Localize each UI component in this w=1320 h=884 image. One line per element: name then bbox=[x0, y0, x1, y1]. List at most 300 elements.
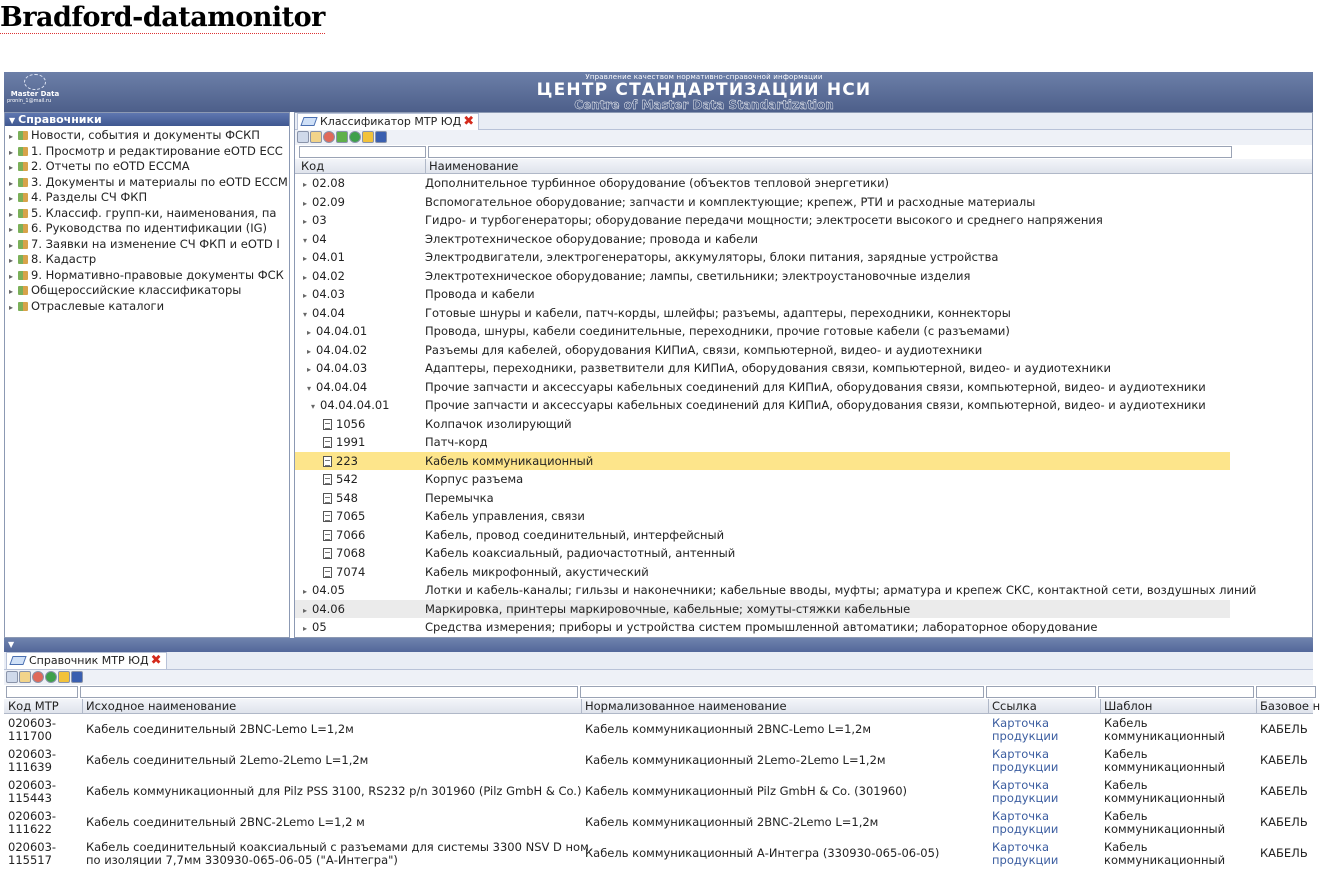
tree-row-code bbox=[307, 359, 367, 380]
collapse-arrow-icon[interactable]: ▾ bbox=[303, 309, 308, 319]
tree-row-code bbox=[303, 211, 327, 232]
tree-row[interactable] bbox=[295, 193, 1230, 212]
directories-panel bbox=[4, 112, 290, 638]
tree-row-name: Кабель управления, связи bbox=[425, 509, 585, 523]
document-icon bbox=[323, 419, 332, 430]
tree-row-name: Корпус разъема bbox=[425, 472, 524, 486]
cell-normalized-name-text: Кабель коммуникационный А-Интегра (330930-065-06-05) bbox=[585, 846, 940, 860]
book-icon bbox=[18, 209, 28, 218]
tree-row-name: Кабель микрофонный, акустический bbox=[425, 564, 649, 579]
tree-row-name: Провода и кабели bbox=[425, 287, 535, 301]
tree-row[interactable] bbox=[295, 341, 1230, 360]
directories-header[interactable] bbox=[5, 113, 289, 126]
collapse-arrow-icon[interactable]: ▾ bbox=[311, 402, 316, 411]
tree-row-code-text: 05 bbox=[312, 620, 327, 634]
column-source-name[interactable]: Исходное наименование bbox=[82, 699, 236, 714]
book-icon bbox=[18, 193, 28, 202]
sidebar-item[interactable] bbox=[5, 268, 289, 284]
tree-row-name: Колпачок изолирующий bbox=[425, 416, 572, 431]
cell-code-mtr bbox=[8, 714, 56, 745]
product-card-link[interactable] bbox=[992, 838, 1058, 869]
cell-base-name-text: КАБЕЛЬ bbox=[1260, 722, 1308, 736]
tree-row-code bbox=[323, 526, 365, 545]
tree-row-code-text: 04.04.03 bbox=[316, 361, 368, 375]
directory-tab-strip bbox=[4, 652, 1313, 670]
tree-row-name: Гидро- и турбогенераторы; оборудование передачи мощности; электросети высокого и среднего напряжения bbox=[425, 213, 1103, 227]
cell-normalized-name-text: Кабель коммуникационный 2Lemo-2Lemo L=1,2м bbox=[585, 753, 886, 767]
expand-arrow-icon[interactable]: ▸ bbox=[303, 605, 308, 615]
book-icon bbox=[18, 178, 28, 187]
cell-template-text: Кабель коммуникационный bbox=[1104, 839, 1226, 867]
directory-filter-row bbox=[4, 685, 1313, 699]
tree-row-code-text: 04.06 bbox=[312, 601, 345, 616]
base-filter-input[interactable] bbox=[1256, 686, 1316, 698]
expand-arrow-icon[interactable]: ▸ bbox=[307, 346, 312, 356]
tree-row[interactable] bbox=[295, 304, 1230, 323]
collapse-arrow-icon[interactable]: ▼ bbox=[8, 640, 15, 649]
tree-row-name: Электротехническое оборудование; провода и кабели bbox=[425, 231, 759, 246]
tree-row-code-text: 7065 bbox=[336, 509, 366, 523]
expand-arrow-icon[interactable]: ▸ bbox=[9, 163, 14, 172]
directories-tree bbox=[5, 126, 289, 314]
tree-row[interactable] bbox=[295, 211, 1230, 230]
tree-row-name: Электротехническое оборудование; лампы, светильники; электроустановочные изделия bbox=[425, 268, 971, 283]
logo-text: Master Data bbox=[10, 90, 60, 98]
book-icon bbox=[18, 224, 28, 233]
tree-row[interactable] bbox=[295, 600, 1230, 619]
tree-row-name: Патч-корд bbox=[425, 435, 488, 449]
sidebar-item[interactable] bbox=[5, 299, 289, 315]
tree-row-code bbox=[323, 563, 365, 582]
book-icon bbox=[18, 255, 28, 264]
tree-row-name: Прочие запчасти и аксессуары кабельных соединений для КИПиА, оборудования связи, компьютерной, видео- и аудиотехники bbox=[425, 398, 1206, 412]
tree-row[interactable] bbox=[295, 230, 1230, 249]
save-icon[interactable] bbox=[71, 671, 83, 683]
tab-directory-label: Справочник МТР ЮД bbox=[29, 654, 149, 667]
cell-code-mtr bbox=[8, 838, 56, 869]
product-card-link-text: Карточка продукции bbox=[992, 715, 1059, 743]
cell-base-name bbox=[1260, 745, 1308, 776]
expand-arrow-icon[interactable]: ▸ bbox=[9, 225, 14, 234]
cell-code-mtr-text: 020603- 111639 bbox=[8, 746, 57, 774]
sidebar-item-label: 4. Разделы СЧ ФКП bbox=[31, 190, 148, 204]
document-icon bbox=[323, 548, 332, 559]
sidebar-item[interactable] bbox=[5, 221, 289, 237]
document-icon bbox=[323, 493, 332, 504]
cell-normalized-name bbox=[585, 745, 886, 776]
cell-base-name-text: КАБЕЛЬ bbox=[1260, 784, 1308, 798]
classifier-column-header bbox=[295, 159, 1312, 174]
tree-row-name: Кабель коаксиальный, радиочастотный, антенный bbox=[425, 546, 736, 560]
logo-email: pronin_1@mail.ru bbox=[7, 98, 52, 104]
tree-row-name: Перемычка bbox=[425, 490, 494, 505]
cell-code-mtr-text: 020603- 111700 bbox=[8, 715, 57, 743]
tab-directory[interactable] bbox=[6, 652, 167, 669]
tree-row-code-text: 04.04.02 bbox=[316, 342, 368, 357]
tree-row-name: Вспомогательное оборудование; запчасти и комплектующие; крепеж, РТИ и расходные материалы bbox=[425, 194, 1036, 209]
tree-row-code bbox=[303, 581, 345, 602]
cell-template-text: Кабель коммуникационный bbox=[1104, 715, 1226, 743]
tree-row-name: Лотки и кабель-каналы; гильзы и наконечники; кабельные вводы, муфты; арматура и крепеж СКС, контактной сети, воздушных линий bbox=[425, 583, 1257, 597]
sidebar-item-label: Общероссийские классификаторы bbox=[31, 283, 242, 297]
logo-ring-icon bbox=[24, 74, 46, 90]
tree-row-code-text: 04.04.01 bbox=[316, 324, 368, 338]
directory-table bbox=[4, 714, 1313, 869]
panel-splitter[interactable] bbox=[4, 638, 1313, 652]
tree-row[interactable] bbox=[295, 433, 1230, 452]
delete-icon[interactable] bbox=[323, 131, 335, 143]
filter-icon[interactable] bbox=[362, 131, 374, 143]
tree-row[interactable] bbox=[295, 526, 1230, 545]
tree-row-code bbox=[303, 618, 327, 639]
cell-template bbox=[1104, 838, 1225, 869]
expand-arrow-icon[interactable]: ▸ bbox=[9, 178, 14, 188]
expand-arrow-icon[interactable]: ▸ bbox=[307, 328, 312, 337]
cell-normalized-name bbox=[585, 776, 907, 807]
tree-row[interactable] bbox=[295, 359, 1230, 378]
page-title: Bradford-datamonitor bbox=[0, 2, 325, 33]
product-card-link-text: Карточка продукции bbox=[992, 777, 1059, 805]
tree-row[interactable] bbox=[295, 322, 1230, 341]
cell-base-name bbox=[1260, 838, 1308, 869]
table-row[interactable] bbox=[4, 807, 1313, 838]
tree-row[interactable] bbox=[295, 415, 1230, 434]
collapse-arrow-icon[interactable]: ▾ bbox=[307, 383, 312, 393]
tab-classifier[interactable] bbox=[297, 113, 479, 130]
tree-row-code-text: 7068 bbox=[336, 546, 366, 560]
cell-code-mtr-text: 020603- 111622 bbox=[8, 808, 57, 836]
sidebar-item[interactable] bbox=[5, 175, 289, 191]
tree-row-code-text: 542 bbox=[336, 472, 358, 486]
tree-row-name: Маркировка, принтеры маркировочные, кабельные; хомуты-стяжки кабельные bbox=[425, 601, 911, 616]
tree-row-code bbox=[323, 489, 358, 508]
cell-base-name-text: КАБЕЛЬ bbox=[1260, 846, 1308, 860]
classifier-icon bbox=[300, 117, 317, 126]
cell-template-text: Кабель коммуникационный bbox=[1104, 777, 1226, 805]
tree-row-code-text: 04.05 bbox=[312, 583, 345, 597]
new-icon[interactable] bbox=[297, 131, 309, 143]
tree-row-code bbox=[303, 267, 345, 288]
tree-row-name: Готовые шнуры и кабели, патч-корды, шлейфы; разъемы, адаптеры, переходники, коннекторы bbox=[425, 305, 1011, 320]
sidebar-item-label: 9. Нормативно-правовые документы ФСК bbox=[31, 267, 284, 282]
tree-row-code bbox=[323, 470, 358, 489]
document-icon bbox=[323, 474, 332, 485]
tree-row-name: Средства измерения; приборы и устройства систем промышленной автоматики; лабораторное оборудование bbox=[425, 620, 1098, 634]
tab-classifier-label: Классификатор МТР ЮД bbox=[320, 115, 462, 128]
expand-arrow-icon[interactable]: ▸ bbox=[9, 287, 14, 296]
tree-row-code-text: 04.04.04 bbox=[316, 379, 368, 394]
expand-arrow-icon[interactable]: ▸ bbox=[9, 240, 14, 250]
tree-row[interactable] bbox=[295, 396, 1230, 415]
sidebar-item[interactable] bbox=[5, 144, 289, 160]
add-icon[interactable] bbox=[336, 131, 348, 143]
directory-panel bbox=[4, 652, 1320, 884]
sidebar-item-label: 1. Просмотр и редактирование eOTD ECC bbox=[31, 143, 283, 158]
tree-row[interactable] bbox=[295, 489, 1230, 508]
new-icon[interactable] bbox=[6, 671, 18, 683]
cell-base-name-text: КАБЕЛЬ bbox=[1260, 753, 1308, 767]
code-filter-input[interactable] bbox=[299, 146, 426, 158]
refresh-icon[interactable] bbox=[349, 131, 361, 143]
expand-arrow-icon[interactable]: ▸ bbox=[9, 132, 14, 141]
cell-code-mtr bbox=[8, 745, 56, 776]
sidebar-item[interactable] bbox=[5, 237, 289, 253]
classifier-tree bbox=[295, 174, 1312, 637]
product-card-link-text: Карточка продукции bbox=[992, 808, 1059, 836]
directory-icon bbox=[9, 656, 26, 665]
tree-row[interactable] bbox=[295, 267, 1230, 286]
tree-row-code bbox=[323, 544, 365, 563]
cell-base-name-text: КАБЕЛЬ bbox=[1260, 815, 1308, 829]
column-link[interactable]: Ссылка bbox=[988, 699, 1037, 714]
sidebar-item-label: 3. Документы и материалы по eOTD ECCM bbox=[31, 174, 288, 189]
sidebar-item-label: Новости, события и документы ФСКП bbox=[31, 128, 260, 142]
expand-arrow-icon[interactable]: ▸ bbox=[9, 194, 14, 203]
classifier-toolbar bbox=[295, 130, 1312, 145]
book-icon bbox=[18, 147, 28, 156]
tree-row-code-text: 04.04.04.01 bbox=[320, 398, 390, 412]
tree-row-code-text: 02.09 bbox=[312, 194, 345, 209]
tree-row-name: Электродвигатели, электрогенераторы, аккумуляторы, блоки питания, зарядные устройства bbox=[425, 250, 999, 264]
tree-row-code bbox=[303, 285, 345, 306]
cell-source-name-text: Кабель соединительный 2Lemo-2Lemo L=1,2м bbox=[86, 753, 369, 767]
book-icon bbox=[18, 286, 28, 295]
expand-arrow-icon[interactable]: ▸ bbox=[303, 291, 308, 300]
column-code[interactable]: Код bbox=[301, 159, 325, 173]
tree-row-code bbox=[303, 230, 327, 251]
sidebar-item[interactable] bbox=[5, 159, 289, 175]
book-icon bbox=[18, 302, 28, 311]
tree-row[interactable] bbox=[295, 248, 1230, 267]
product-card-link[interactable] bbox=[992, 714, 1058, 745]
tree-row[interactable] bbox=[295, 174, 1230, 193]
tree-row-code-text: 04.01 bbox=[312, 250, 345, 264]
cell-source-name bbox=[86, 838, 592, 869]
cell-template-text: Кабель коммуникационный bbox=[1104, 746, 1226, 774]
table-row[interactable] bbox=[4, 714, 1313, 745]
tree-row-code bbox=[323, 507, 365, 526]
product-card-link[interactable] bbox=[992, 807, 1058, 838]
column-template[interactable]: Шаблон bbox=[1100, 699, 1152, 714]
cell-source-name bbox=[86, 714, 354, 745]
sidebar-item-label: 2. Отчеты по eOTD ECCMA bbox=[31, 159, 190, 173]
tree-row-code bbox=[307, 322, 367, 343]
expand-arrow-icon[interactable]: ▸ bbox=[303, 180, 308, 189]
sidebar-item[interactable] bbox=[5, 206, 289, 222]
sidebar-item[interactable] bbox=[5, 283, 289, 299]
tree-row-code-text: 548 bbox=[336, 490, 358, 505]
cell-base-name bbox=[1260, 776, 1308, 807]
cell-normalized-name-text: Кабель коммуникационный 2BNC-2Lemo L=1,2м bbox=[585, 815, 879, 829]
banner-subtitle-en: Centre of Master Data Standartization bbox=[574, 98, 834, 112]
sidebar-item-label: 5. Классиф. групп-ки, наименования, па bbox=[31, 205, 277, 220]
tree-row-code-text: 223 bbox=[336, 453, 358, 468]
tree-row-code bbox=[307, 341, 367, 362]
tree-row-code-text: 04.03 bbox=[312, 287, 345, 301]
column-name[interactable]: Наименование bbox=[425, 159, 1233, 174]
directories-header-label: Справочники bbox=[18, 113, 102, 126]
close-icon[interactable]: ✖ bbox=[150, 653, 162, 668]
cell-normalized-name-text: Кабель коммуникационный Pilz GmbH & Co. (301960) bbox=[585, 784, 908, 798]
tree-row[interactable] bbox=[295, 452, 1230, 471]
banner bbox=[4, 72, 1313, 112]
tree-row-name: Кабель, провод соединительный, интерфейсный bbox=[425, 527, 725, 542]
tree-row-name: Разъемы для кабелей, оборудования КИПиА, связи, компьютерной, видео- и аудиотехники bbox=[425, 342, 983, 357]
tree-row-code bbox=[323, 433, 365, 452]
edit-icon[interactable] bbox=[19, 671, 31, 683]
expand-arrow-icon[interactable]: ▸ bbox=[9, 302, 14, 312]
tree-row-code-text: 1056 bbox=[336, 416, 366, 431]
cell-template bbox=[1104, 807, 1225, 838]
book-icon bbox=[18, 271, 28, 280]
template-filter-input[interactable] bbox=[1098, 686, 1254, 698]
sidebar-item-label: 8. Кадастр bbox=[31, 252, 97, 266]
cell-code-mtr-text: 020603- 115517 bbox=[8, 839, 57, 867]
tree-row-code bbox=[323, 415, 365, 434]
cell-source-name bbox=[86, 776, 581, 807]
sidebar-item[interactable] bbox=[5, 252, 289, 268]
tree-row[interactable] bbox=[295, 544, 1230, 563]
column-base-name[interactable]: Базовое н bbox=[1256, 699, 1320, 714]
tree-row-code-text: 04.04 bbox=[312, 305, 345, 320]
code-mtr-filter-input[interactable] bbox=[6, 686, 78, 698]
expand-arrow-icon[interactable]: ▸ bbox=[303, 272, 308, 282]
document-icon bbox=[323, 511, 332, 522]
save-icon[interactable] bbox=[375, 131, 387, 143]
sidebar-item[interactable] bbox=[5, 128, 289, 144]
classifier-tab-strip bbox=[295, 113, 1312, 130]
tree-row-code-text: 1991 bbox=[336, 435, 366, 449]
table-row[interactable] bbox=[4, 838, 1313, 869]
column-code-mtr[interactable]: Код МТР bbox=[8, 699, 59, 713]
book-icon bbox=[18, 162, 28, 171]
product-card-link[interactable] bbox=[992, 745, 1058, 776]
tree-row-code bbox=[303, 248, 345, 269]
tree-row-code-text: 7066 bbox=[336, 527, 366, 542]
directory-toolbar bbox=[4, 670, 1313, 685]
column-normalized-name[interactable]: Нормализованное наименование bbox=[581, 699, 787, 714]
expand-arrow-icon[interactable]: ▸ bbox=[303, 624, 308, 633]
tree-row-code bbox=[303, 304, 345, 325]
cell-normalized-name-text: Кабель коммуникационный 2BNC-Lemo L=1,2м bbox=[585, 722, 872, 736]
book-icon bbox=[18, 240, 28, 249]
tree-row-code-text: 04 bbox=[312, 231, 327, 246]
classifier-filter-row bbox=[295, 145, 1312, 159]
cell-source-name-text: Кабель коммуникационный для Pilz PSS 3100, RS232 p/n 301960 (Pilz GmbH & Co.) bbox=[86, 784, 582, 798]
sidebar-item-label: 7. Заявки на изменение СЧ ФКП и eOTD I bbox=[31, 236, 280, 251]
name-filter-input[interactable] bbox=[428, 146, 1232, 158]
link-filter-input[interactable] bbox=[986, 686, 1096, 698]
source-name-filter-input[interactable] bbox=[80, 686, 578, 698]
cell-normalized-name bbox=[585, 838, 939, 869]
document-icon bbox=[323, 437, 332, 448]
book-icon bbox=[18, 131, 28, 140]
cell-template bbox=[1104, 745, 1225, 776]
tree-row-code-text: 7074 bbox=[336, 564, 366, 579]
tree-row-name: Дополнительное турбинное оборудование (объектов тепловой энергетики) bbox=[425, 176, 890, 190]
edit-icon[interactable] bbox=[310, 131, 322, 143]
cell-normalized-name bbox=[585, 807, 878, 838]
refresh-icon[interactable] bbox=[45, 671, 57, 683]
filter-icon[interactable] bbox=[58, 671, 70, 683]
sidebar-item[interactable] bbox=[5, 190, 289, 206]
cell-code-mtr bbox=[8, 807, 56, 838]
cell-source-name bbox=[86, 745, 368, 776]
cell-template-text: Кабель коммуникационный bbox=[1104, 808, 1226, 836]
tree-row-code bbox=[307, 378, 367, 399]
sidebar-item-label: Отраслевые каталоги bbox=[31, 298, 165, 313]
expand-arrow-icon[interactable]: ▸ bbox=[303, 217, 308, 226]
cell-template bbox=[1104, 776, 1225, 807]
tree-row-code bbox=[323, 452, 358, 471]
tree-row-code bbox=[311, 396, 390, 417]
table-row[interactable] bbox=[4, 745, 1313, 776]
directory-column-header bbox=[4, 699, 1320, 714]
collapse-arrow-icon[interactable]: ▼ bbox=[9, 116, 16, 125]
expand-arrow-icon[interactable]: ▸ bbox=[9, 256, 14, 265]
normalized-name-filter-input[interactable] bbox=[580, 686, 984, 698]
expand-arrow-icon[interactable]: ▸ bbox=[303, 254, 308, 263]
expand-arrow-icon[interactable]: ▸ bbox=[9, 209, 14, 219]
tree-row[interactable] bbox=[295, 618, 1230, 637]
document-icon bbox=[323, 567, 332, 578]
collapse-arrow-icon[interactable]: ▾ bbox=[303, 235, 308, 245]
expand-arrow-icon[interactable]: ▸ bbox=[303, 198, 308, 208]
cell-base-name bbox=[1260, 714, 1308, 745]
tree-row[interactable] bbox=[295, 581, 1257, 600]
cell-base-name bbox=[1260, 807, 1308, 838]
tree-row[interactable] bbox=[295, 563, 1230, 582]
cell-template bbox=[1104, 714, 1225, 745]
delete-icon[interactable] bbox=[32, 671, 44, 683]
logo bbox=[7, 74, 63, 110]
expand-arrow-icon[interactable]: ▸ bbox=[9, 271, 14, 281]
product-card-link[interactable] bbox=[992, 776, 1058, 807]
tree-row-name: Провода, шнуры, кабели соединительные, переходники, прочие готовые кабели (с разъемами) bbox=[425, 324, 1010, 338]
tree-row-code bbox=[303, 600, 345, 621]
cell-source-name bbox=[86, 807, 365, 838]
cell-normalized-name bbox=[585, 714, 871, 745]
tree-row-code bbox=[303, 174, 345, 195]
tree-row-code-text: 03 bbox=[312, 213, 327, 227]
tree-row-code bbox=[303, 193, 345, 214]
tree-row[interactable] bbox=[295, 470, 1230, 489]
banner-subtitle-top: Управление качеством нормативно-справочной информации bbox=[585, 73, 823, 81]
cell-source-name-text: Кабель соединительный 2BNC-2Lemo L=1,2 м bbox=[86, 815, 365, 829]
cell-source-name-text: Кабель соединительный 2BNC-Lemo L=1,2м bbox=[86, 722, 354, 736]
document-icon bbox=[323, 456, 332, 467]
banner-title: ЦЕНТР СТАНДАРТИЗАЦИИ НСИ bbox=[536, 80, 872, 100]
tree-row-name: Прочие запчасти и аксессуары кабельных соединений для КИПиА, оборудования связи, компьютерной, видео- и аудиотехники bbox=[425, 379, 1206, 394]
cell-code-mtr bbox=[8, 776, 56, 807]
cell-source-name-text: Кабель соединительный коаксиальный с разъемами для системы 3300 NSV D ном. по изоляции 7,7мм 330930-065-06-05 ("А-Интегра") bbox=[86, 839, 593, 867]
table-row[interactable] bbox=[4, 776, 1313, 807]
tree-row[interactable] bbox=[295, 378, 1230, 397]
tree-row[interactable] bbox=[295, 507, 1230, 526]
expand-arrow-icon[interactable]: ▸ bbox=[303, 587, 308, 596]
classifier-panel bbox=[294, 112, 1313, 638]
close-icon[interactable]: ✖ bbox=[463, 114, 475, 129]
tree-row[interactable] bbox=[295, 285, 1230, 304]
sidebar-item-label: 6. Руководства по идентификации (IG) bbox=[31, 221, 268, 235]
expand-arrow-icon[interactable]: ▸ bbox=[307, 365, 312, 374]
tree-row-code-text: 02.08 bbox=[312, 176, 345, 190]
product-card-link-text: Карточка продукции bbox=[992, 746, 1059, 774]
expand-arrow-icon[interactable]: ▸ bbox=[9, 147, 14, 157]
cell-code-mtr-text: 020603- 115443 bbox=[8, 777, 57, 805]
tree-row-code-text: 04.02 bbox=[312, 268, 345, 283]
document-icon bbox=[323, 530, 332, 541]
